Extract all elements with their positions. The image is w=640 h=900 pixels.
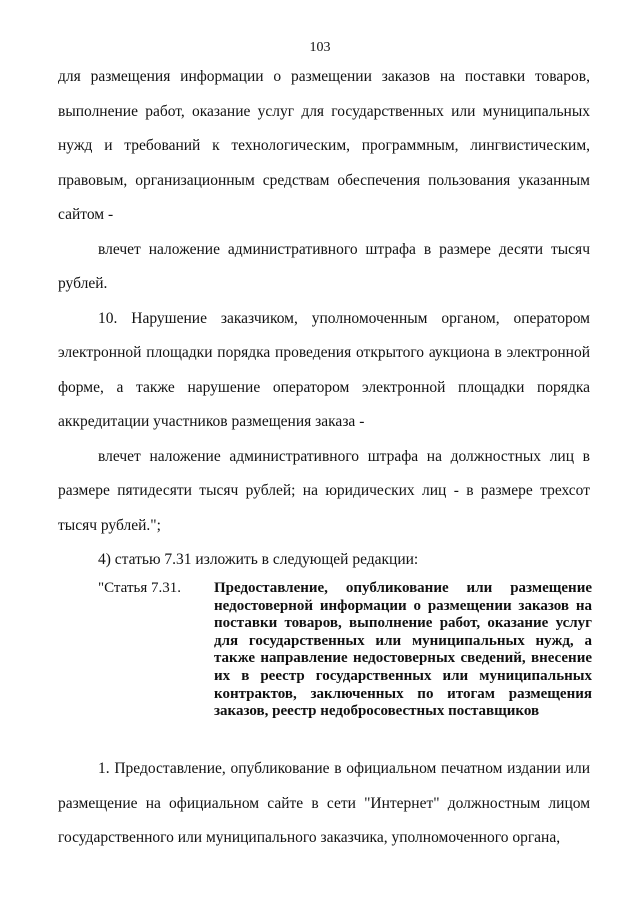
paragraph: влечет наложение административного штрафа в размере десяти тысяч рублей. bbox=[58, 240, 590, 292]
body-text-lower bbox=[58, 752, 590, 856]
article-title: Предоставление, опубликование или размещение недостоверной информации о размещении заказов на поставки товаров, выполнение работ, оказание услуг для государственных или муниципальных нужд, а также направление недостоверных сведений, внесение их в реестр государственных или муниципальных контрактов, заключенных по итогам размещения заказов, реестр недобросовестных поставщиков bbox=[214, 580, 592, 720]
paragraph: влечет наложение административного штрафа на должностных лиц в размере пятидесяти тысяч рублей; на юридических лиц - в размере трехсот тысяч рублей."; bbox=[58, 447, 590, 534]
page-number: 103 bbox=[309, 40, 331, 55]
body-text-upper bbox=[58, 60, 590, 578]
article-label: "Статья 7.31. bbox=[98, 580, 181, 596]
paragraph: для размещения информации о размещении заказов на поставки товаров, выполнение работ, оказание услуг для государственных или муниципальных нужд и требований к технологическим, программным, лингвистическим, правовым, организационным средствам обеспечения пользования указанным сайтом - bbox=[58, 68, 590, 223]
paragraph: 10. Нарушение заказчиком, уполномоченным органом, оператором электронной площадки порядка проведения открытого аукциона в электронной форме, а также нарушение оператором электронной площадки порядка аккредитации участников размещения заказа - bbox=[58, 309, 590, 430]
paragraph: 4) статью 7.31 изложить в следующей редакции: bbox=[98, 551, 419, 568]
paragraph: 1. Предоставление, опубликование в официальном печатном издании или размещение на официальном сайте в сети "Интернет" должностным лицом государственного или муниципального заказчика, уполномоченного органа, bbox=[58, 760, 590, 846]
